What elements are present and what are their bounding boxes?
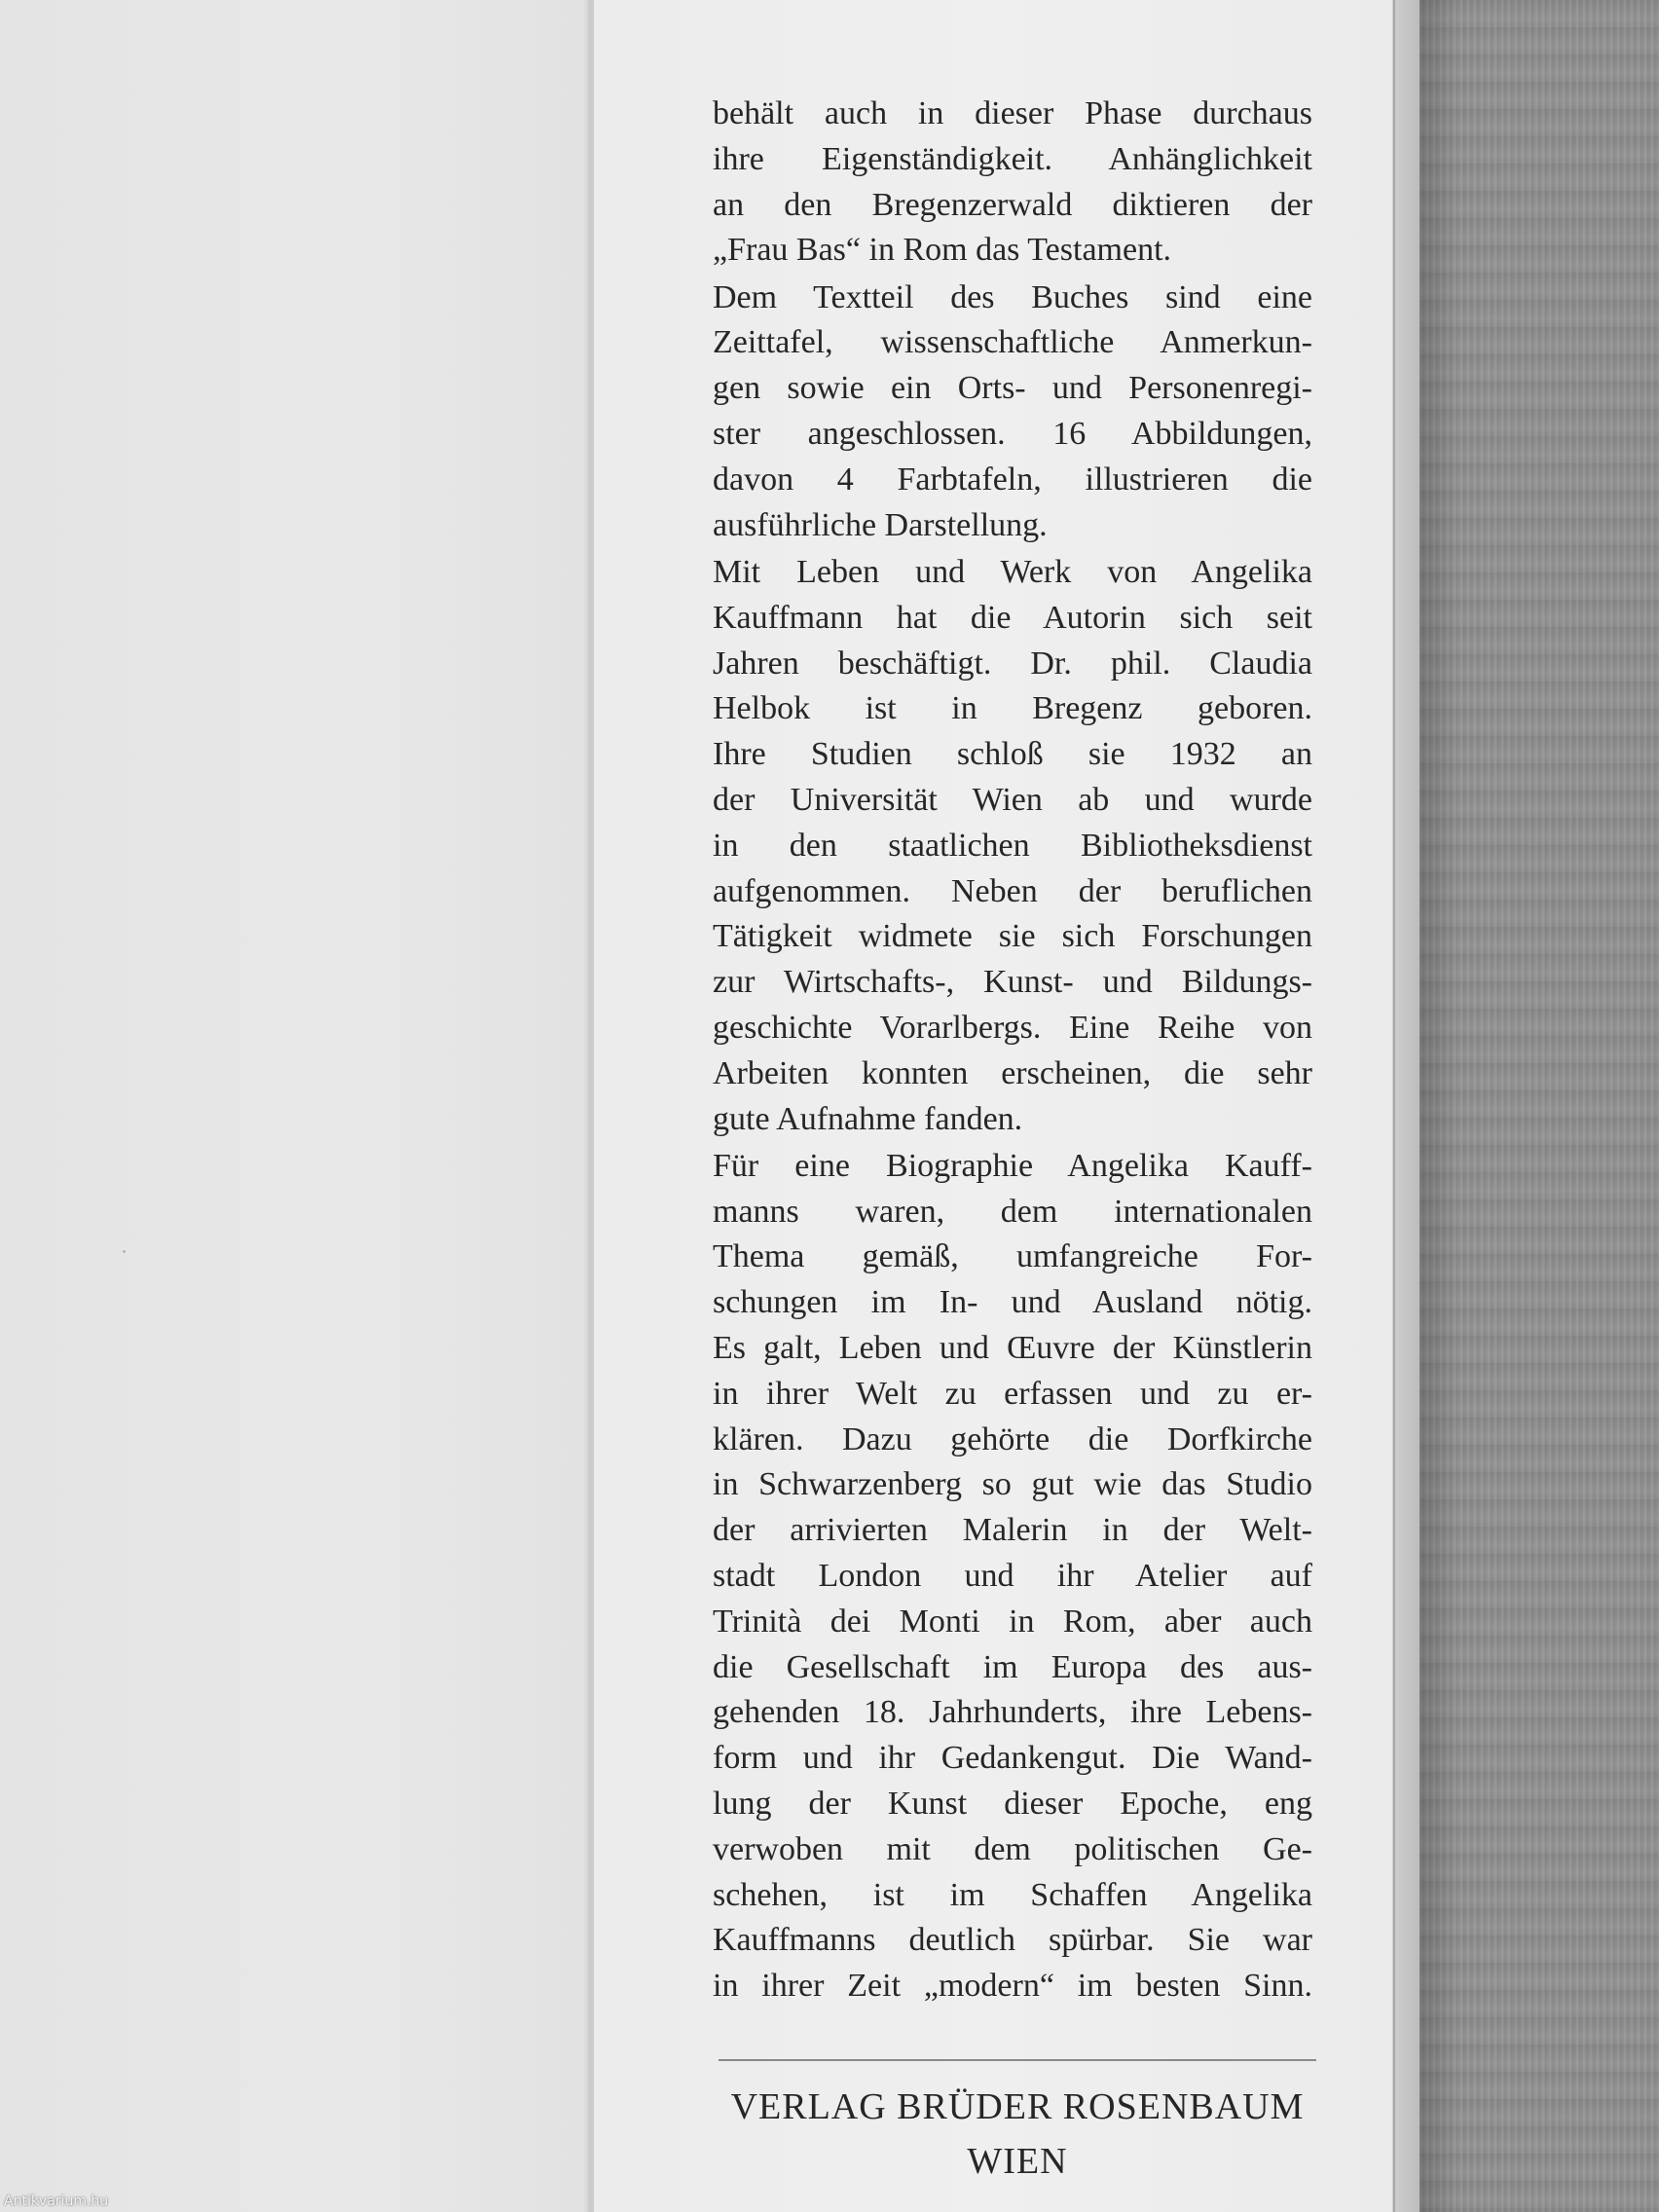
text-line: in ihrer Zeit „modern“ im besten Sinn.	[713, 1968, 1312, 2005]
cover-edge	[1392, 0, 1419, 2212]
text-line: verwoben mit dem politischen Ge-	[713, 1830, 1312, 1867]
watermark: Antikvarium.hu	[4, 2194, 109, 2209]
text-line: in Schwarzenberg so gut wie das Studio	[713, 1466, 1312, 1503]
text-line: Jahren beschäftigt. Dr. phil. Claudia	[713, 645, 1312, 682]
text-line: der arrivierten Malerin in der Welt-	[713, 1512, 1312, 1549]
text-line: gehenden 18. Jahrhunderts, ihre Lebens-	[713, 1694, 1312, 1731]
text-line: ausführliche Darstellung.	[713, 506, 1048, 543]
paragraph-contents	[713, 276, 1312, 549]
text-line: Es galt, Leben und Œuvre der Künstlerin	[713, 1330, 1312, 1367]
text-line: in ihrer Welt zu erfassen und zu er-	[713, 1375, 1312, 1412]
text-line: klären. Dazu gehörte die Dorfkirche	[713, 1420, 1312, 1457]
text-line: geschichte Vorarlbergs. Eine Reihe von	[713, 1009, 1312, 1046]
text-line: an den Bregenzerwald diktieren der	[713, 186, 1312, 223]
cover-edge-line	[1393, 0, 1395, 2212]
text-line: Für eine Biographie Angelika Kauff-	[713, 1147, 1312, 1184]
text-line: Zeittafel, wissenschaftliche Anmerkun-	[713, 324, 1312, 361]
paper-speck	[123, 1250, 126, 1253]
text-line: die Gesellschaft im Europa des aus-	[713, 1648, 1312, 1685]
publisher-name: VERLAG BRÜDER ROSENBAUM	[730, 2086, 1305, 2127]
text-line: form und ihr Gedankengut. Die Wand-	[713, 1740, 1312, 1777]
paragraph-author	[713, 550, 1312, 1142]
divider-rule	[719, 2059, 1316, 2061]
text-line: Helbok ist in Bregenz geboren.	[713, 690, 1312, 727]
text-line: ster angeschlossen. 16 Abbildungen,	[713, 416, 1312, 453]
paragraph-phase	[713, 92, 1312, 274]
blurb-text	[713, 92, 1312, 2010]
text-line: aufgenommen. Neben der beruflichen	[713, 872, 1312, 909]
left-page	[0, 0, 588, 2212]
text-line: Kauffmann hat die Autorin sich seit	[713, 599, 1312, 636]
board-shadow	[1419, 0, 1458, 2212]
text-line: ihre Eigenständigkeit. Anhänglichkeit	[713, 140, 1312, 177]
text-line: gute Aufnahme fanden.	[713, 1100, 1023, 1137]
text-line: Thema gemäß, umfangreiche For-	[713, 1238, 1312, 1275]
text-line: schehen, ist im Schaffen Angelika	[713, 1876, 1312, 1913]
paragraph-biography	[713, 1144, 1312, 2009]
text-line: manns waren, dem internationalen	[713, 1193, 1312, 1230]
text-line: Mit Leben und Werk von Angelika	[713, 553, 1312, 590]
text-line: in den staatlichen Bibliotheksdienst	[713, 827, 1312, 864]
text-line: stadt London und ihr Atelier auf	[713, 1558, 1312, 1594]
text-line: behält auch in dieser Phase durchaus	[713, 95, 1312, 131]
text-line: Ihre Studien schloß sie 1932 an	[713, 736, 1312, 773]
text-line: gen sowie ein Orts- und Personenregi-	[713, 370, 1312, 407]
text-line: der Universität Wien ab und wurde	[713, 781, 1312, 818]
text-line: Kauffmanns deutlich spürbar. Sie war	[713, 1922, 1312, 1959]
text-line: Tätigkeit widmete sie sich Forschungen	[713, 918, 1312, 955]
text-line: lung der Kunst dieser Epoche, eng	[713, 1785, 1312, 1822]
text-line: „Frau Bas“ in Rom das Testament.	[713, 232, 1172, 269]
text-line: zur Wirtschafts-, Kunst- und Bildungs-	[713, 964, 1312, 1001]
text-line: schungen im In- und Ausland nötig.	[713, 1284, 1312, 1321]
text-line: davon 4 Farbtafeln, illustrieren die	[713, 461, 1312, 498]
text-line: Arbeiten konnten erscheinen, die sehr	[713, 1054, 1312, 1091]
text-line: Dem Textteil des Buches sind eine	[713, 278, 1312, 315]
publisher-imprint	[682, 2080, 1353, 2189]
publisher-city: WIEN	[967, 2141, 1068, 2182]
text-line: Trinità dei Monti in Rom, aber auch	[713, 1603, 1312, 1640]
